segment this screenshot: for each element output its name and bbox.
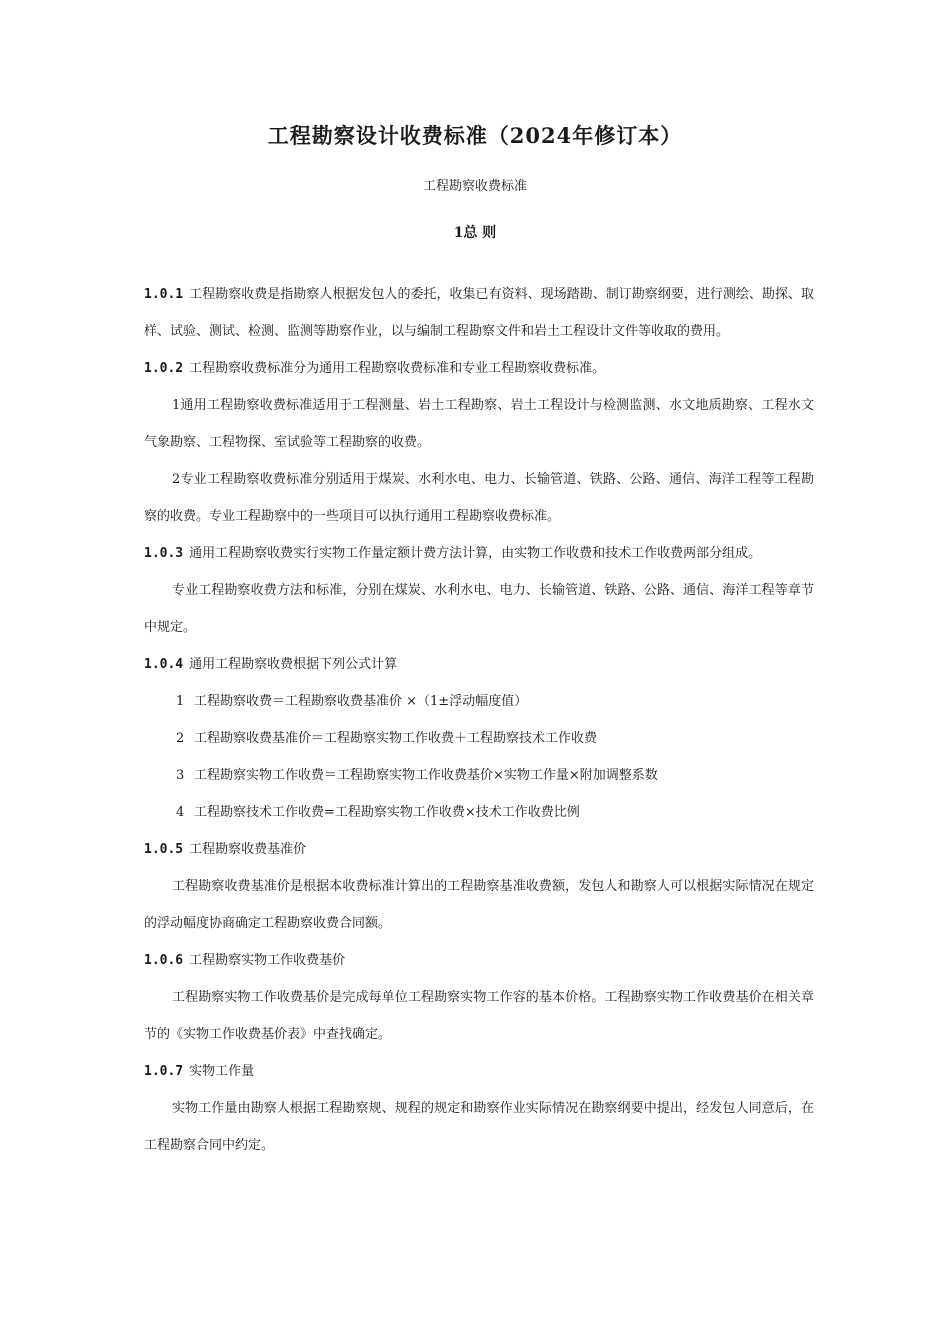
clause-1-0-2-item-1: 1通用工程勘察收费标准适用于工程测量、岩土工程勘察、岩土工程设计与检测监测、水文地质勘察、工程水文气象勘察、工程物探、室试验等工程勘察的收费。 <box>144 398 814 450</box>
formula-3 <box>144 757 814 794</box>
formula-number: 2 <box>176 731 185 746</box>
clause-1-0-6 <box>144 942 814 979</box>
document-title: 工程勘察设计收费标准（2024年修订本） <box>267 123 683 148</box>
formula-text: 工程勘察实物工作收费＝工程勘察实物工作收费基价×实物工作量×附加调整系数 <box>194 768 658 783</box>
formula-4 <box>144 794 814 831</box>
clause-1-0-1 <box>144 276 814 350</box>
clause-1-0-2-item-2: 2专业工程勘察收费标准分别适用于煤炭、水利水电、电力、长输管道、铁路、公路、通信、海洋工程等工程勘察的收费。专业工程勘察中的一些项目可以执行通用工程勘察收费标准。 <box>144 472 814 524</box>
clause-number: 1.0.6 <box>144 953 184 968</box>
clause-1-0-7 <box>144 1053 814 1090</box>
clause-1-0-5 <box>144 831 814 868</box>
clause-number: 1.0.2 <box>144 361 184 376</box>
clause-text: 通用工程勘察收费实行实物工作量定额计费方法计算，由实物工作收费和技术工作收费两部分组成。 <box>189 546 762 561</box>
formula-number: 4 <box>176 805 185 820</box>
clause-text: 工程勘察收费是指勘察人根据发包人的委托，收集已有资料、现场踏勘、制订勘察纲要，进行测绘、勘探、取样、试验、测试、检测、监测等勘察作业，以与编制工程勘察文件和岩土工程设计文件等收取的费用。 <box>144 287 814 339</box>
formula-number: 1 <box>176 694 185 709</box>
clause-text: 工程勘察实物工作收费基价 <box>189 953 346 968</box>
clause-text: 通用工程勘察收费根据下列公式计算 <box>189 657 398 672</box>
document-body <box>144 276 814 1164</box>
chapter-heading: 1总 则 <box>453 225 497 241</box>
formula-1 <box>144 683 814 720</box>
clause-number: 1.0.1 <box>144 287 184 302</box>
clause-1-0-4 <box>144 646 814 683</box>
clause-1-0-6-paragraph: 工程勘察实物工作收费基价是完成每单位工程勘察实物工作容的基本价格。工程勘察实物工作收费基价在相关章节的《实物工作收费基价表》中查找确定。 <box>144 990 814 1042</box>
clause-number: 1.0.3 <box>144 546 184 561</box>
clause-number: 1.0.4 <box>144 657 184 672</box>
clause-number: 1.0.7 <box>144 1064 184 1079</box>
formula-text: 工程勘察收费＝工程勘察收费基准价 ×（1±浮动幅度值） <box>194 694 528 709</box>
clause-1-0-3 <box>144 535 814 572</box>
document-subtitle: 工程勘察收费标准 <box>422 179 527 194</box>
clause-1-0-3-paragraph: 专业工程勘察收费方法和标准，分别在煤炭、水利水电、电力、长输管道、铁路、公路、通信、海洋工程等章节中规定。 <box>144 583 814 635</box>
formula-text: 工程勘察技术工作收费=工程勘察实物工作收费×技术工作收费比例 <box>194 805 580 820</box>
clause-text: 实物工作量 <box>189 1064 255 1079</box>
formula-2 <box>144 720 814 757</box>
clause-1-0-7-paragraph: 实物工作量由勘察人根据工程勘察规、规程的规定和勘察作业实际情况在勘察纲要中提出，经发包人同意后，在工程勘察合同中约定。 <box>144 1101 814 1153</box>
clause-1-0-2 <box>144 350 814 387</box>
clause-text: 工程勘察收费标准分为通用工程勘察收费标准和专业工程勘察收费标准。 <box>189 361 606 376</box>
clause-text: 工程勘察收费基准价 <box>189 842 307 857</box>
formula-text: 工程勘察收费基准价＝工程勘察实物工作收费＋工程勘察技术工作收费 <box>194 731 598 746</box>
clause-number: 1.0.5 <box>144 842 184 857</box>
clause-1-0-5-paragraph: 工程勘察收费基准价是根据本收费标准计算出的工程勘察基准收费额，发包人和勘察人可以根据实际情况在规定的浮动幅度协商确定工程勘察收费合同额。 <box>144 879 814 931</box>
formula-number: 3 <box>176 768 185 783</box>
